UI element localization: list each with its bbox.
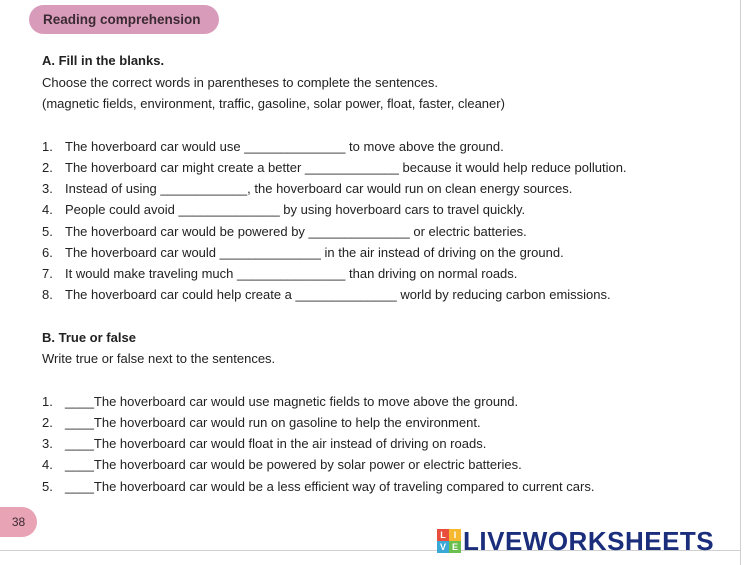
liveworksheets-logo bbox=[437, 528, 714, 554]
fill-item[interactable] bbox=[42, 224, 527, 240]
true-false-item[interactable] bbox=[42, 394, 518, 410]
item-text: ____The hoverboard car would run on gasoline to help the environment. bbox=[65, 415, 481, 430]
item-number: 5. bbox=[42, 224, 53, 239]
item-text: ____The hoverboard car would float in the air instead of driving on roads. bbox=[65, 436, 487, 451]
item-number: 1. bbox=[42, 394, 53, 409]
item-text: The hoverboard car would be powered by ______________ or electric batteries. bbox=[65, 224, 527, 239]
fill-item[interactable] bbox=[42, 266, 517, 282]
item-text: Instead of using ____________, the hoverboard car would run on clean energy sources. bbox=[65, 181, 573, 196]
page-number-badge: 38 bbox=[0, 507, 37, 537]
fill-item[interactable] bbox=[42, 160, 627, 176]
item-number: 3. bbox=[42, 181, 53, 196]
item-number: 5. bbox=[42, 479, 53, 494]
fill-item[interactable] bbox=[42, 202, 525, 218]
logo-mark-icon bbox=[437, 529, 461, 553]
logo-mark-letter: L bbox=[437, 529, 449, 541]
fill-item[interactable] bbox=[42, 245, 564, 261]
true-false-item[interactable] bbox=[42, 457, 522, 473]
item-number: 1. bbox=[42, 139, 53, 154]
item-number: 2. bbox=[42, 160, 53, 175]
true-false-item[interactable] bbox=[42, 415, 481, 431]
item-number: 2. bbox=[42, 415, 53, 430]
part-b-heading: B. True or false bbox=[42, 330, 136, 345]
part-a-instruction: Choose the correct words in parentheses to complete the sentences. bbox=[42, 75, 438, 90]
logo-text: LIVEWORKSHEETS bbox=[463, 526, 715, 556]
logo-mark-letter: I bbox=[449, 529, 461, 541]
item-number: 4. bbox=[42, 457, 53, 472]
true-false-item[interactable] bbox=[42, 436, 486, 452]
page-edge-line bbox=[740, 0, 741, 565]
fill-item[interactable] bbox=[42, 139, 504, 155]
logo-mark-letter: E bbox=[449, 541, 461, 553]
item-number: 8. bbox=[42, 287, 53, 302]
true-false-item[interactable] bbox=[42, 479, 594, 495]
item-number: 7. bbox=[42, 266, 53, 281]
item-text: The hoverboard car would ______________ in the air instead of driving on the ground. bbox=[65, 245, 564, 260]
section-pill: Reading comprehension bbox=[29, 5, 219, 34]
item-number: 3. bbox=[42, 436, 53, 451]
item-text: It would make traveling much _______________ than driving on normal roads. bbox=[65, 266, 518, 281]
logo-mark-letter: V bbox=[437, 541, 449, 553]
item-text: People could avoid ______________ by using hoverboard cars to travel quickly. bbox=[65, 202, 526, 217]
item-text: The hoverboard car might create a better _____________ because it would help reduce pollution. bbox=[65, 160, 627, 175]
part-b-instruction: Write true or false next to the sentences. bbox=[42, 351, 276, 366]
part-a-heading: A. Fill in the blanks. bbox=[42, 53, 165, 68]
item-text: The hoverboard car could help create a ______________ world by reducing carbon emissions. bbox=[65, 287, 611, 302]
item-text: ____The hoverboard car would be powered by solar power or electric batteries. bbox=[65, 457, 522, 472]
fill-item[interactable] bbox=[42, 287, 611, 303]
item-number: 4. bbox=[42, 202, 53, 217]
item-text: The hoverboard car would use ______________ to move above the ground. bbox=[65, 139, 504, 154]
item-text: ____The hoverboard car would be a less efficient way of traveling compared to current cars. bbox=[65, 479, 595, 494]
fill-item[interactable] bbox=[42, 181, 572, 197]
item-text: ____The hoverboard car would use magnetic fields to move above the ground. bbox=[65, 394, 519, 409]
item-number: 6. bbox=[42, 245, 53, 260]
word-bank: (magnetic fields, environment, traffic, gasoline, solar power, float, faster, cleaner) bbox=[42, 96, 505, 111]
